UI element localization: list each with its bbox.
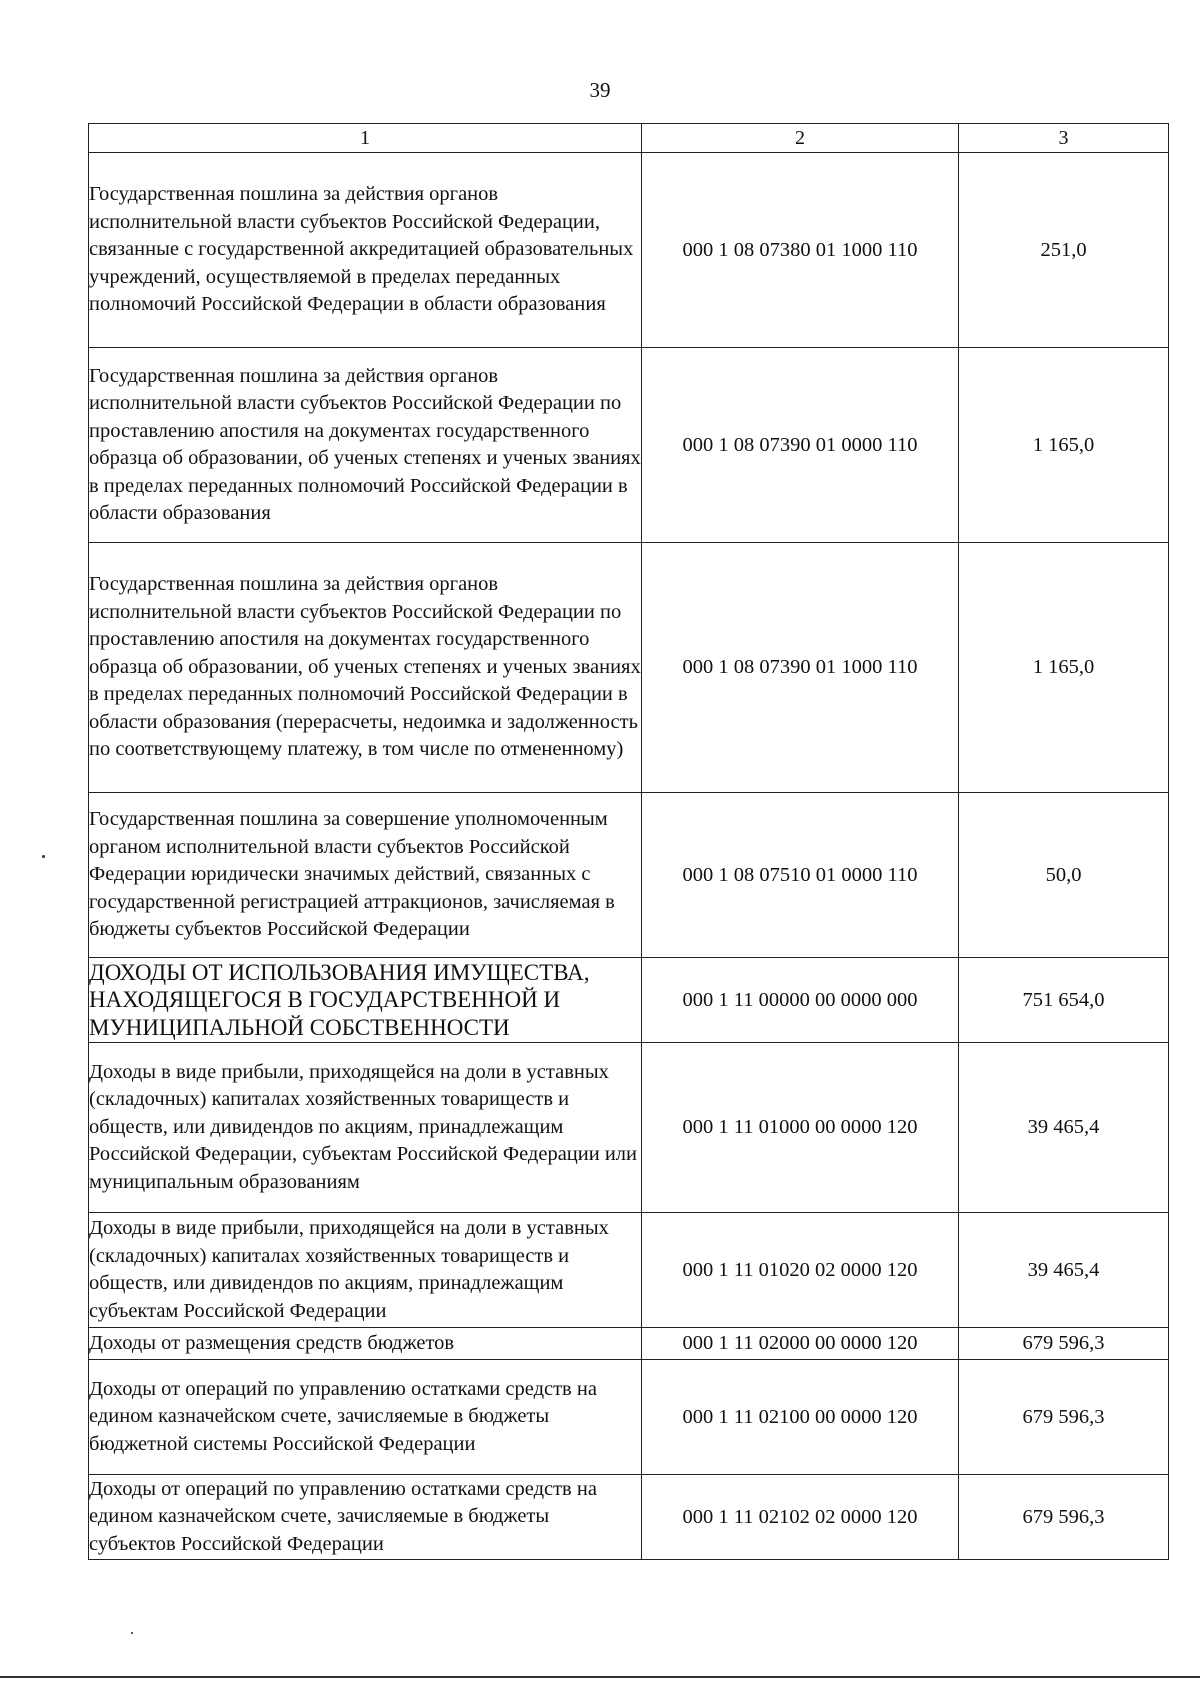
row-code: 000 1 11 00000 00 0000 000 [642, 958, 959, 1043]
row-amount: 751 654,0 [959, 958, 1169, 1043]
row-code: 000 1 08 07390 01 0000 110 [642, 348, 959, 543]
revenue-table [88, 123, 1169, 1560]
row-name: Государственная пошлина за действия органов исполнительной власти субъектов Российской Федерации по проставлению апостиля на документах государственного образца об образовании, об ученых степенях и ученых званиях в пределах переданных полномочий Российской Федерации в области образования (перерасчеты, недоимка и задолженность по соответствующему платежу, в том числе по отмененному) [89, 543, 642, 793]
row-code: 000 1 11 02000 00 0000 120 [642, 1328, 959, 1360]
row-name: Государственная пошлина за совершение уполномоченным органом исполнительной власти субъектов Российской Федерации юридически значимых действий, связанных с государственной регистрацией аттракционов, зачисляемая в бюджеты субъектов Российской Федерации [89, 793, 642, 958]
row-code: 000 1 08 07390 01 1000 110 [642, 543, 959, 793]
column-header-name: 1 [89, 124, 642, 153]
row-amount: 50,0 [959, 793, 1169, 958]
row-name: Государственная пошлина за действия органов исполнительной власти субъектов Российской Федерации, связанные с государственной аккредитацией образовательных учреждений, осуществляемой в пределах переданных полномочий Российской Федерации в области образования [89, 153, 642, 348]
row-name: Доходы в виде прибыли, приходящейся на доли в уставных (складочных) капиталах хозяйственных товариществ и обществ, или дивидендов по акциям, принадлежащим Российской Федерации, субъектам Российской Федерации или муниципальным образованиям [89, 1043, 642, 1213]
table-row [89, 1475, 1169, 1560]
table-row [89, 793, 1169, 958]
row-name: Доходы от операций по управлению остатками средств на едином казначейском счете, зачисляемые в бюджеты субъектов Российской Федерации [89, 1475, 642, 1560]
row-amount: 1 165,0 [959, 348, 1169, 543]
table-row [89, 1213, 1169, 1328]
table-row [89, 348, 1169, 543]
row-amount: 679 596,3 [959, 1360, 1169, 1475]
row-amount: 39 465,4 [959, 1213, 1169, 1328]
row-code: 000 1 08 07380 01 1000 110 [642, 153, 959, 348]
row-amount: 1 165,0 [959, 543, 1169, 793]
scan-speck [42, 855, 45, 858]
page-number: 39 [589, 78, 611, 102]
row-name: Доходы от операций по управлению остатками средств на едином казначейском счете, зачисляемые в бюджеты бюджетной системы Российской Федерации [89, 1360, 642, 1475]
row-name: Государственная пошлина за действия органов исполнительной власти субъектов Российской Федерации по проставлению апостиля на документах государственного образца об образовании, об ученых степенях и ученых званиях в пределах переданных полномочий Российской Федерации в области образования [89, 348, 642, 543]
row-code: 000 1 11 02102 02 0000 120 [642, 1475, 959, 1560]
row-amount: 679 596,3 [959, 1328, 1169, 1360]
table-row [89, 153, 1169, 348]
row-name: Доходы от размещения средств бюджетов [89, 1328, 642, 1360]
table-row-section [89, 958, 1169, 1043]
row-code: 000 1 11 01020 02 0000 120 [642, 1213, 959, 1328]
row-name: Доходы в виде прибыли, приходящейся на доли в уставных (складочных) капиталах хозяйственных товариществ и обществ, или дивидендов по акциям, принадлежащим субъектам Российской Федерации [89, 1213, 642, 1328]
row-amount: 251,0 [959, 153, 1169, 348]
row-code: 000 1 08 07510 01 0000 110 [642, 793, 959, 958]
table-row [89, 543, 1169, 793]
table-row [89, 1360, 1169, 1475]
page-bottom-rule [0, 1676, 1200, 1678]
row-name: ДОХОДЫ ОТ ИСПОЛЬЗОВАНИЯ ИМУЩЕСТВА, НАХОДЯЩЕГОСЯ В ГОСУДАРСТВЕННОЙ И МУНИЦИПАЛЬНОЙ СОБСТВЕННОСТИ [89, 958, 642, 1043]
row-amount: 39 465,4 [959, 1043, 1169, 1213]
row-code: 000 1 11 02100 00 0000 120 [642, 1360, 959, 1475]
table-row [89, 1328, 1169, 1360]
row-amount: 679 596,3 [959, 1475, 1169, 1560]
row-code: 000 1 11 01000 00 0000 120 [642, 1043, 959, 1213]
column-header-code: 2 [642, 124, 959, 153]
scan-speck [131, 1632, 133, 1634]
column-header-amount: 3 [959, 124, 1169, 153]
table-row [89, 1043, 1169, 1213]
table-header-row [89, 124, 1169, 153]
